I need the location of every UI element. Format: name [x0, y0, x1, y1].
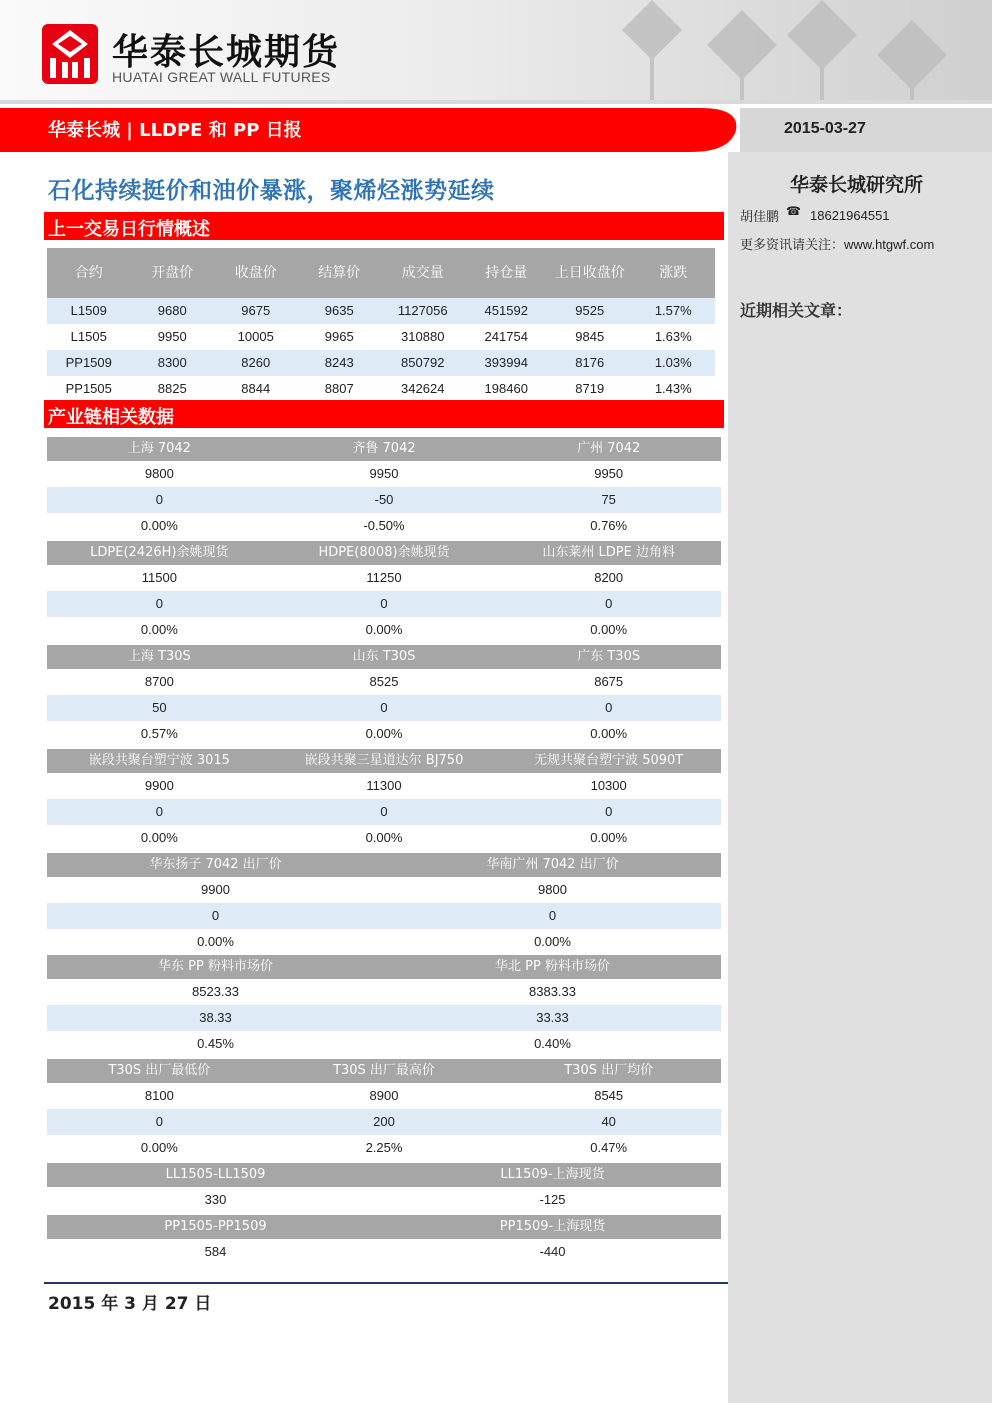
column-header: 涨跌	[659, 265, 688, 281]
group-header	[47, 1215, 721, 1239]
market-table	[47, 248, 715, 402]
table-cell: 0.00%	[365, 622, 403, 637]
group-header-cell: 华东 PP 粉料市场价	[158, 959, 273, 974]
column-header: 持仓量	[485, 265, 528, 281]
table-cell: 0	[155, 804, 163, 819]
price-row	[47, 1083, 721, 1109]
column-header: 成交量	[401, 265, 444, 281]
table-cell: 0.47%	[590, 1140, 628, 1155]
group-header-cell: 华南广州 7042 出厂价	[486, 857, 619, 872]
column-header: 开盘价	[151, 265, 194, 281]
table-cell: 0.00%	[140, 1140, 178, 1155]
footer-divider	[44, 1282, 728, 1284]
table-cell: 0	[380, 700, 388, 715]
table-cell: 8176	[575, 355, 605, 370]
table-cell: 0.00%	[365, 726, 403, 741]
percent-row	[47, 1135, 721, 1161]
section-title: 产业链相关数据	[48, 407, 174, 428]
price-row	[47, 979, 721, 1005]
change-row	[47, 487, 721, 513]
table-cell: 8719	[575, 381, 605, 396]
table-cell: 0.00%	[534, 934, 571, 949]
table-cell: 9900	[144, 778, 174, 793]
table-cell: 8700	[144, 674, 174, 689]
table-cell: 8844	[241, 381, 271, 396]
table-cell: 9635	[324, 303, 354, 318]
table-cell: 0	[211, 908, 220, 923]
price-row	[47, 669, 721, 695]
table-cell: 0.00%	[365, 830, 403, 845]
group-header-cell: 齐鲁 7042	[352, 441, 416, 456]
data-group-t30s-ex-factory	[47, 1059, 721, 1161]
table-cell: 8260	[241, 355, 271, 370]
column-header: 收盘价	[234, 265, 277, 281]
table-cell: 200	[373, 1114, 395, 1129]
table-cell: 9525	[575, 303, 605, 318]
table-cell: 8825	[157, 381, 187, 396]
author-phone: 18621964551	[810, 208, 890, 223]
institute-name: 华泰长城研究所	[790, 174, 924, 196]
data-group-pe-spot	[47, 541, 721, 643]
table-cell: 0	[605, 596, 613, 611]
percent-row	[47, 721, 721, 747]
table-cell: 850792	[401, 355, 445, 370]
table-cell: 310880	[401, 329, 445, 344]
group-header	[47, 1163, 721, 1187]
group-header-cell: T30S 出厂均价	[564, 1063, 654, 1078]
group-header-cell: 上海 T30S	[127, 649, 191, 664]
group-header-cell: 山东莱州 LDPE 边角料	[542, 545, 675, 560]
table-row	[47, 324, 715, 350]
price-row	[47, 877, 721, 903]
table-cell: 33.33	[536, 1010, 569, 1025]
table-cell: 0.57%	[140, 726, 178, 741]
percent-row	[47, 825, 721, 851]
table-cell: 75	[601, 492, 616, 507]
table-cell: 11300	[366, 778, 402, 793]
table-cell: 8200	[594, 570, 624, 585]
table-row	[47, 350, 715, 376]
percent-row	[47, 617, 721, 643]
report-date: 2015-03-27	[784, 120, 866, 137]
change-row	[47, 695, 721, 721]
table-cell: PP1509	[65, 355, 112, 370]
group-header-cell: 广东 T30S	[577, 649, 641, 664]
table-cell: 8675	[594, 674, 624, 689]
table-cell: 342624	[401, 381, 445, 396]
table-cell: 9950	[594, 466, 624, 481]
group-header	[47, 955, 721, 979]
price-row	[47, 565, 721, 591]
phone-icon: ☎	[786, 204, 801, 218]
table-cell: PP1505	[65, 381, 112, 396]
table-cell: L1509	[70, 303, 107, 318]
website-link[interactable]: www.htgwf.com	[844, 237, 935, 252]
group-header	[47, 541, 721, 565]
table-cell: 0.00%	[140, 518, 178, 533]
table-cell: 1.03%	[654, 355, 692, 370]
change-row	[47, 799, 721, 825]
report-date-band	[740, 108, 992, 152]
table-cell: 451592	[484, 303, 528, 318]
table-cell: 8523.33	[192, 984, 239, 999]
table-cell: 0.00%	[140, 622, 178, 637]
percent-row	[47, 513, 721, 539]
percent-row	[47, 929, 721, 955]
table-cell: 38.33	[199, 1010, 232, 1025]
spread-row	[47, 1187, 721, 1213]
footer-date: 2015 年 3 月 27 日	[48, 1294, 212, 1314]
data-group-ex-factory-7042	[47, 853, 721, 955]
spread-row	[47, 1239, 721, 1265]
group-header-cell: T30S 出厂最低价	[108, 1063, 211, 1078]
table-cell: 330	[204, 1192, 227, 1207]
table-cell: 8100	[144, 1088, 174, 1103]
group-header	[47, 853, 721, 877]
table-cell: 9950	[369, 466, 399, 481]
table-cell: 0.40%	[534, 1036, 571, 1051]
table-cell: 11250	[366, 570, 402, 585]
table-cell: -50	[374, 492, 394, 507]
group-header-cell: 嵌段共聚三星道达尔 BJ750	[304, 753, 464, 768]
table-cell: 9950	[157, 329, 187, 344]
table-cell: 40	[601, 1114, 616, 1129]
company-logo-icon	[42, 24, 98, 84]
table-cell: 10300	[590, 778, 627, 793]
table-row	[47, 376, 715, 402]
percent-row	[47, 1031, 721, 1057]
market-table-header	[47, 248, 715, 298]
table-cell: 1.57%	[654, 303, 692, 318]
table-cell: 584	[204, 1244, 227, 1259]
group-header	[47, 437, 721, 461]
column-header: 结算价	[318, 265, 361, 281]
table-cell: 8525	[369, 674, 399, 689]
market-table-body	[47, 298, 715, 402]
change-row	[47, 1005, 721, 1031]
table-cell: 0.00%	[197, 934, 234, 949]
header-divider	[0, 100, 992, 104]
table-cell: 1127056	[397, 303, 448, 318]
group-header-cell: T30S 出厂最高价	[333, 1063, 435, 1078]
table-cell: 1.63%	[654, 329, 692, 344]
table-cell: 0.45%	[197, 1036, 234, 1051]
table-cell: 0.00%	[140, 830, 178, 845]
table-cell: 8300	[157, 355, 187, 370]
headline: 石化持续挺价和油价暴涨，聚烯烃涨势延续	[48, 178, 495, 204]
section-industry-chain	[44, 400, 724, 428]
group-header-cell: 上海 7042	[127, 441, 191, 456]
header-decoration-icon	[592, 0, 992, 100]
change-row	[47, 1109, 721, 1135]
table-cell: 9800	[144, 466, 174, 481]
section-title: 上一交易日行情概述	[48, 219, 210, 240]
page-header	[0, 0, 992, 100]
table-cell: 198460	[484, 381, 528, 396]
column-header: 合约	[74, 265, 103, 281]
data-group-pp-powder	[47, 955, 721, 1057]
recent-articles-heading: 近期相关文章：	[740, 301, 853, 320]
data-group-ll-spread	[47, 1163, 721, 1213]
brand-name-en: HUATAI GREAT WALL FUTURES	[112, 69, 331, 85]
group-header	[47, 1059, 721, 1083]
group-header-cell: PP1509-上海现货	[499, 1219, 606, 1234]
report-title: 华泰长城 | LLDPE 和 PP 日报	[48, 120, 302, 141]
group-header-cell: LL1505-LL1509	[165, 1167, 266, 1182]
more-info	[740, 234, 934, 253]
table-cell: 0.00%	[590, 622, 628, 637]
table-cell: 393994	[484, 355, 528, 370]
table-row	[47, 298, 715, 324]
table-cell: -440	[539, 1244, 566, 1259]
table-cell: -125	[539, 1192, 566, 1207]
table-cell: 8807	[324, 381, 354, 396]
price-row	[47, 773, 721, 799]
table-cell: 0.76%	[590, 518, 628, 533]
data-group-7042-spot	[47, 437, 721, 539]
table-cell: 9800	[538, 882, 567, 897]
table-cell: 8545	[594, 1088, 624, 1103]
change-row	[47, 591, 721, 617]
group-header	[47, 645, 721, 669]
table-cell: 0	[155, 596, 163, 611]
table-cell: 0	[155, 492, 163, 507]
table-cell: 0.00%	[590, 830, 628, 845]
table-cell: 241754	[484, 329, 528, 344]
data-group-t30s-spot	[47, 645, 721, 747]
author-name: 胡佳鹏	[740, 210, 780, 225]
table-cell: 1.43%	[654, 381, 692, 396]
group-header-cell: 广州 7042	[577, 441, 641, 456]
brand-name-cn: 华泰长城期货	[112, 32, 341, 73]
group-header	[47, 749, 721, 773]
table-cell: 11500	[141, 570, 177, 585]
column-header: 上日收盘价	[554, 265, 625, 281]
section-market-overview	[44, 212, 724, 240]
price-row	[47, 461, 721, 487]
table-cell: 0	[605, 700, 613, 715]
table-cell: 0	[548, 908, 557, 923]
group-header-cell: 华东扬子 7042 出厂价	[149, 857, 282, 872]
table-cell: 50	[152, 700, 167, 715]
table-cell: 0	[605, 804, 613, 819]
table-cell: 9965	[324, 329, 354, 344]
group-header-cell: 无规共聚台塑宁波 5090T	[534, 753, 684, 768]
data-group-copolymer	[47, 749, 721, 851]
group-header-cell: LDPE(2426H)余姚现货	[90, 545, 229, 560]
data-group-pp-spread	[47, 1215, 721, 1265]
table-cell: 0	[380, 804, 388, 819]
table-cell: 0	[380, 596, 388, 611]
table-cell: 9680	[157, 303, 187, 318]
group-header-cell: 华北 PP 粉料市场价	[495, 959, 610, 974]
table-cell: 9900	[201, 882, 230, 897]
group-header-cell: PP1505-PP1509	[164, 1219, 267, 1234]
table-cell: 9675	[241, 303, 271, 318]
change-row	[47, 903, 721, 929]
group-header-cell: HDPE(8008)余姚现货	[318, 545, 450, 560]
table-cell: 10005	[237, 329, 274, 344]
table-cell: L1505	[70, 329, 107, 344]
table-cell: 8383.33	[529, 984, 576, 999]
table-cell: -0.50%	[363, 518, 405, 533]
table-cell: 2.25%	[365, 1140, 403, 1155]
table-cell: 8243	[324, 355, 354, 370]
table-cell: 8900	[369, 1088, 399, 1103]
table-cell: 9845	[575, 329, 605, 344]
table-cell: 0	[155, 1114, 163, 1129]
sidebar	[728, 152, 992, 1403]
group-header-cell: 嵌段共聚台塑宁波 3015	[88, 753, 230, 768]
group-header-cell: 山东 T30S	[352, 649, 416, 664]
more-info-label: 更多资讯请关注：	[740, 238, 845, 253]
group-header-cell: LL1509-上海现货	[500, 1167, 605, 1182]
table-cell: 0.00%	[590, 726, 628, 741]
